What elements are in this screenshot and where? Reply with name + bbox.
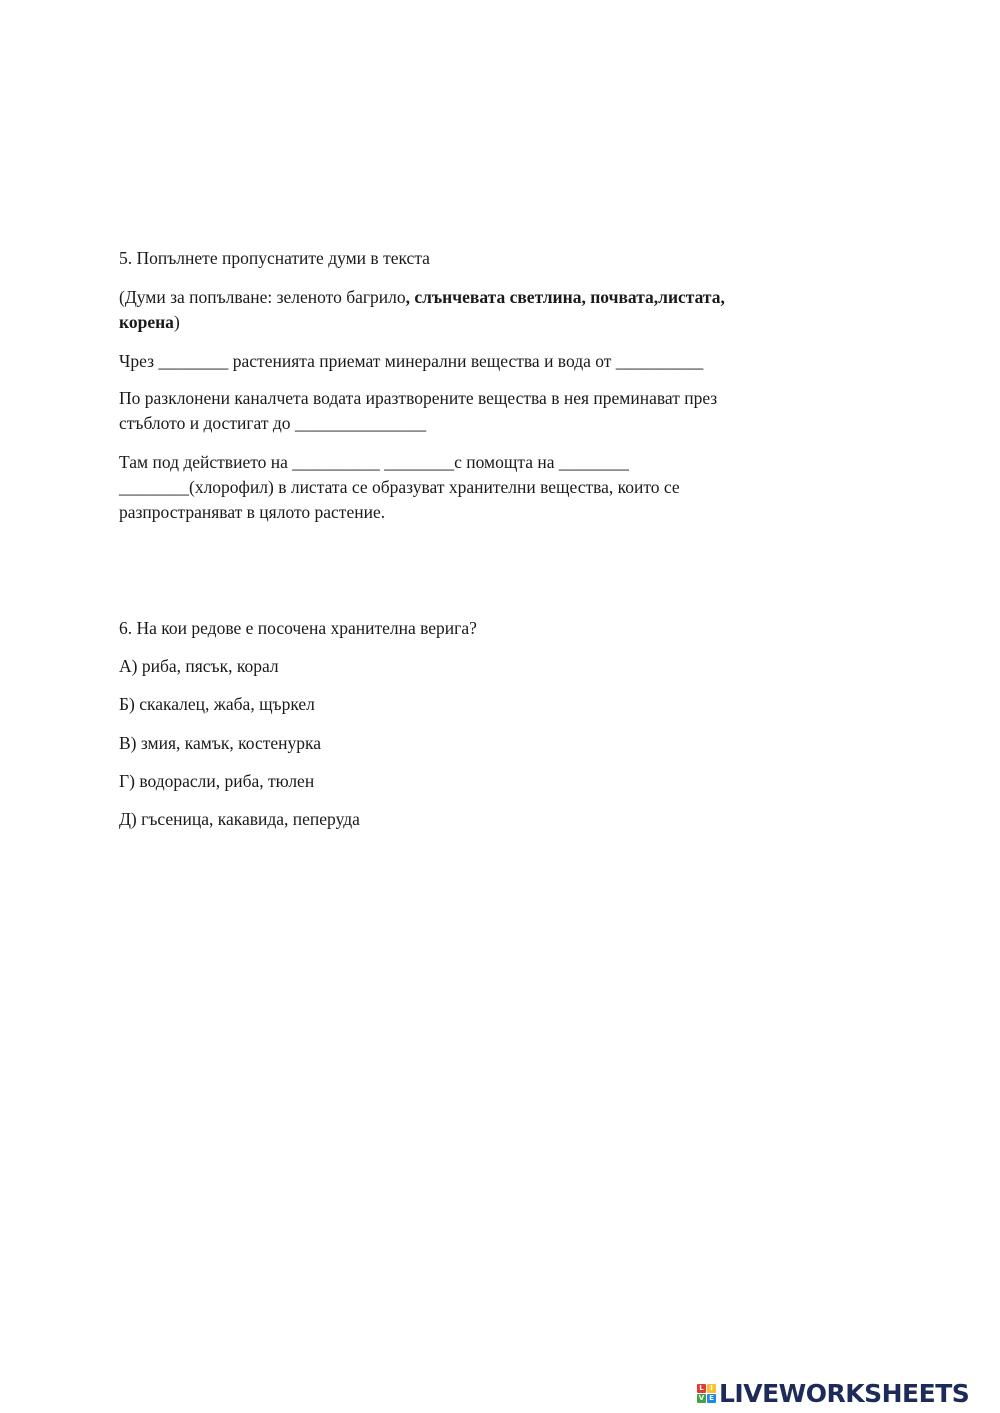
- logo-cell-v: V: [698, 1393, 705, 1402]
- option-e: Д) гъсеница, какавида, пеперуда: [119, 809, 360, 829]
- word-bank-bold-last: корена: [119, 312, 174, 332]
- logo-text: LIVEWORKSHEETS: [719, 1378, 970, 1408]
- question-5-sentence-2: [119, 386, 839, 436]
- liveworksheets-logo: [697, 1378, 969, 1408]
- logo-cell-i: I: [707, 1384, 716, 1393]
- logo-grid-icon: [697, 1384, 716, 1403]
- word-bank-prefix: (Думи за попълване: зеленото багрило: [119, 287, 406, 307]
- sentence-2-line-a: По разклонени каналчета водата иразтворените вещества в нея преминават през: [119, 388, 718, 408]
- question-6-title: 6. На кои редове е посочена хранителна верига?: [119, 618, 477, 638]
- logo-cell-e: E: [707, 1394, 716, 1403]
- sentence-2-line-b: стъблото и достигат до _______________: [119, 413, 427, 433]
- sentence-3-line-b: ________(хлорофил) в листата се образуват хранителни вещества, които се: [119, 477, 680, 497]
- question-5-title: 5. Попълнете пропуснатите думи в текста: [119, 248, 430, 268]
- sentence-3-line-a: Там под действието на __________ ________с помощта на ________: [119, 452, 629, 472]
- word-bank-bold-words: , слънчевата светлина, почвата,листата,: [405, 287, 725, 307]
- logo-cell-l: L: [697, 1384, 706, 1393]
- option-c: В) змия, камък, костенурка: [119, 733, 322, 753]
- question-5-sentence-3: [119, 450, 839, 525]
- option-d: Г) водорасли, риба, тюлен: [119, 771, 315, 791]
- sentence-3-line-c: разпространяват в цялото растение.: [119, 502, 386, 522]
- question-5-word-bank: [119, 285, 839, 335]
- option-a: А) риба, пясък, корал: [119, 656, 279, 676]
- question-5-sentence-1: Чрез ________ растенията приемат минерални вещества и вода от __________: [119, 351, 704, 371]
- option-b: Б) скакалец, жаба, щъркел: [119, 694, 315, 714]
- word-bank-suffix: ): [173, 312, 180, 332]
